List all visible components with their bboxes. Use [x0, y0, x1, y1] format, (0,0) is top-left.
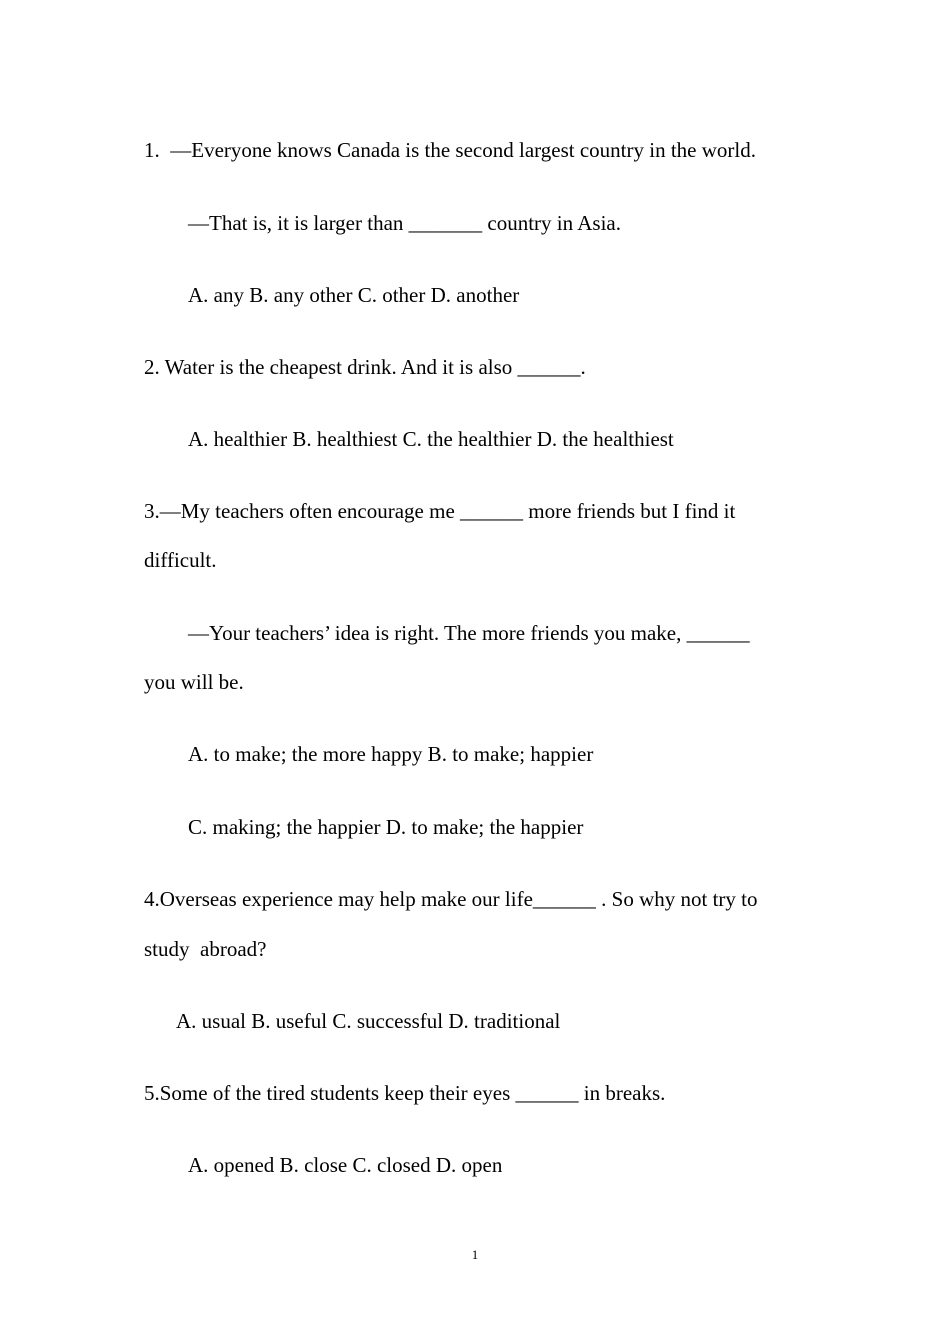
question-3-options-row-1: A. to make; the more happy B. to make; happier [188, 742, 594, 766]
page-number: 1 [471, 1247, 479, 1262]
question-3-reply-continued: you will be. [144, 670, 244, 694]
question-3-reply: —Your teachers’ idea is right. The more friends you make, ______ [188, 621, 750, 645]
question-1-options: A. any B. any other C. other D. another [188, 283, 520, 307]
question-4-stem: 4.Overseas experience may help make our life______ . So why not try to [144, 887, 758, 911]
question-1-stem: 1. —Everyone knows Canada is the second largest country in the world. [144, 138, 756, 162]
question-2-stem: 2. Water is the cheapest drink. And it is also ______. [144, 355, 586, 379]
question-1-reply: —That is, it is larger than _______ country in Asia. [188, 211, 621, 235]
question-4-options: A. usual B. useful C. successful D. traditional [176, 1009, 561, 1033]
question-3-stem-continued: difficult. [144, 548, 217, 572]
question-3-options-row-2: C. making; the happier D. to make; the happier [188, 815, 584, 839]
question-2-options: A. healthier B. healthiest C. the healthier D. the healthiest [188, 427, 674, 451]
question-5-options: A. opened B. close C. closed D. open [188, 1153, 503, 1177]
question-3-stem: 3.—My teachers often encourage me ______ more friends but I find it [144, 499, 736, 523]
question-5-stem: 5.Some of the tired students keep their eyes ______ in breaks. [144, 1081, 666, 1105]
question-4-stem-continued: study abroad? [144, 937, 267, 961]
